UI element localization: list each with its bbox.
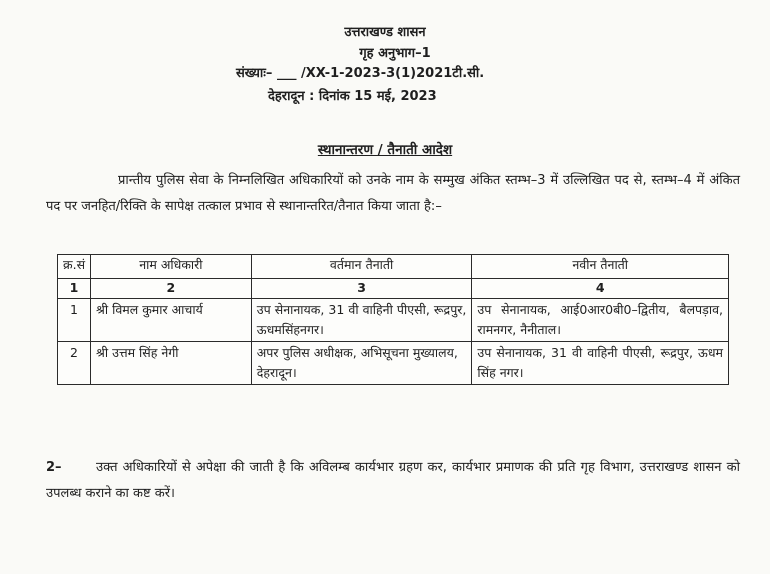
row-officer-name: श्री उत्तम सिंह नेगी [91, 342, 252, 385]
department-section: गृह अनुभाग–1 [359, 46, 431, 61]
column-number: 3 [251, 279, 472, 299]
column-number: 2 [91, 279, 252, 299]
order-paragraph-1: प्रान्तीय पुलिस सेवा के निम्नलिखित अधिकारियों को उनके नाम के सम्मुख अंकित स्तम्भ–3 में उल्लिखित पद से, स्तम्भ–4 में अंकित पद पर जनहित/रिक्ति के सापेक्ष तत्काल प्रभाव से स्थानान्तरित/तैनात किया जाता है:– [46, 173, 740, 214]
table-row [58, 299, 729, 342]
paragraph-text: उक्त अधिकारियों से अपेक्षा की जाती है कि अविलम्ब कार्यभार ग्रहण कर, कार्यभार प्रमाणक की प्रति गृह विभाग, उत्तराखण्ड शासन को उपलब्ध कराने का कष्ट करें। [46, 460, 740, 501]
paragraph-number: 2– [46, 460, 62, 475]
reference-number: संख्याः– ___ /XX-1-2023-3(1)2021टी.सी. [236, 66, 485, 81]
row-new-posting: उप सेनानायक, 31 वी वाहिनी पीएसी, रूद्रपुर, ऊधम सिंह नगर। [472, 342, 729, 385]
place-date: देहरादून : दिनांक 15 मई, 2023 [268, 89, 437, 104]
column-number: 1 [58, 279, 91, 299]
column-number-row [58, 279, 729, 299]
header-new-posting: नवीन तैनाती [472, 255, 729, 279]
header-current-posting: वर्तमान तैनाती [251, 255, 472, 279]
row-serial: 2 [58, 342, 91, 385]
transfer-table [57, 254, 729, 385]
order-title [0, 140, 770, 158]
header-serial: क्र.सं [58, 255, 91, 279]
table-header-row [58, 255, 729, 279]
row-serial: 1 [58, 299, 91, 342]
government-name: उत्तराखण्ड शासन [344, 25, 426, 40]
row-current-posting: उप सेनानायक, 31 वी वाहिनी पीएसी, रूद्रपुर, ऊधमसिंहनगर। [251, 299, 472, 342]
header-officer-name: नाम अधिकारी [91, 255, 252, 279]
order-paragraph-2 [46, 455, 740, 507]
table-row [58, 342, 729, 385]
row-officer-name: श्री विमल कुमार आचार्य [91, 299, 252, 342]
order-title-text: स्थानान्तरण / तैनाती आदेश [317, 142, 453, 158]
row-current-posting: अपर पुलिस अधीक्षक, अभिसूचना मुख्यालय, देहरादून। [251, 342, 472, 385]
row-new-posting: उप सेनानायक, आई0आर0बी0–द्वितीय, बैलपड़ाव, रामनगर, नैनीताल। [472, 299, 729, 342]
column-number: 4 [472, 279, 729, 299]
